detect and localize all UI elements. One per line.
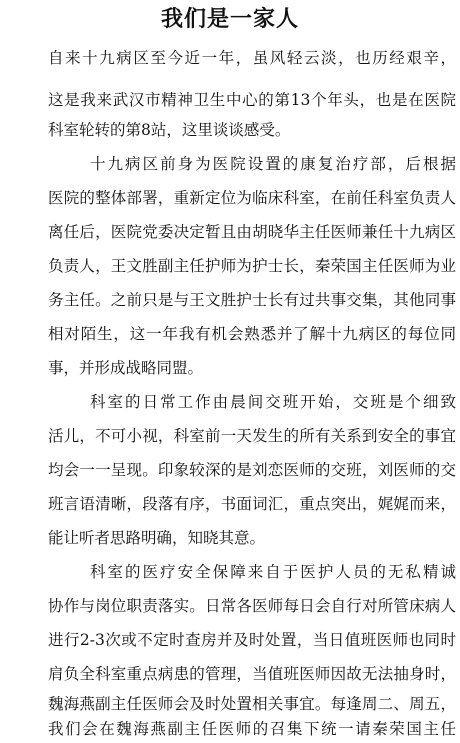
- paragraph-3-line-5: 能让听者思路明确，知晓其意。: [48, 529, 266, 547]
- paragraph-4-line-5: 魏海燕副主任医师会及时处置相关事宜。每逢周二、周五，: [48, 695, 456, 713]
- paragraph-1-line-2: 这是我来武汉市精神卫生中心的第13个年头，也是在医院: [48, 91, 456, 109]
- paragraph-4-line-3: 进行2-3次或不定时查房并及时处置，当日值班医师也同时: [48, 631, 456, 649]
- paragraph-3-line-2: 活儿，不可小视，科室前一天发生的所有关系到安全的事宜: [48, 427, 456, 445]
- paragraph-3-line-4: 班言语清晰，段落有序，书面词汇，重点突出，娓娓而来，: [48, 495, 456, 513]
- paragraph-2-line-3: 离任后，医院党委决定暂且由胡晓华主任医师兼任十九病区: [48, 223, 456, 241]
- paragraph-1-line-1: 自来十九病区至今近一年，虽风轻云淡，也历经艰辛，: [48, 49, 456, 67]
- paragraph-4-line-4: 肩负全科室重点病患的管理，当值班医师因故无法抽身时，: [48, 665, 456, 683]
- document-title: 我们是一家人: [160, 7, 299, 32]
- paragraph-2-line-4: 负责人，王文胜副主任护师为护士长，秦荣国主任医师为业: [48, 257, 456, 275]
- paragraph-4-line-1: 科室的医疗安全保障来自于医护人员的无私精诚: [90, 563, 456, 581]
- paragraph-1-line-3: 科室轮转的第8站，这里谈谈感受。: [48, 121, 291, 139]
- paragraph-3-line-1: 科室的日常工作由晨间交班开始，交班是个细致: [90, 393, 456, 411]
- paragraph-2-line-6: 相对陌生，这一年我有机会熟悉并了解十九病区的每位同: [48, 325, 456, 343]
- paragraph-2-line-1: 十九病区前身为医院设置的康复治疗部，后根据: [90, 155, 456, 173]
- paragraph-4-line-6: 我们会在魏海燕副主任医师的召集下统一请秦荣国主任: [48, 720, 456, 738]
- paragraph-2-line-2: 医院的整体部署，重新定位为临床科室，在前任科室负责人: [48, 189, 456, 207]
- paragraph-3-line-3: 均会一一呈现。印象较深的是刘恋医师的交班，刘医师的交: [48, 461, 456, 479]
- paragraph-4-line-2: 协作与岗位职责落实。日常各医师每日会自行对所管床病人: [48, 597, 456, 615]
- paragraph-2-line-7: 事，并形成战略同盟。: [48, 359, 204, 377]
- paragraph-2-line-5: 务主任。之前只是与王文胜护士长有过共事交集，其他同事: [48, 291, 456, 309]
